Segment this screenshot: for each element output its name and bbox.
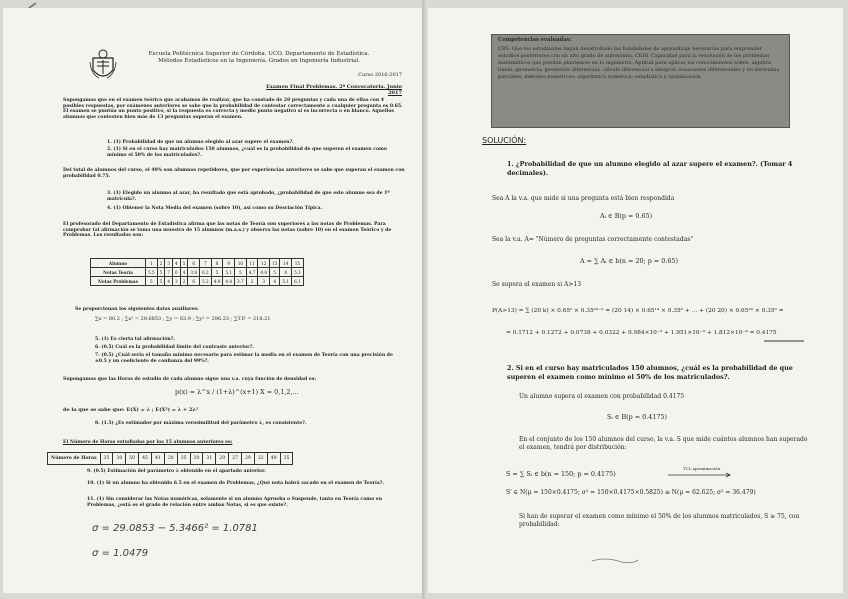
table-cell: 9 [223, 259, 235, 268]
answer-underline [764, 339, 804, 343]
table-cell: 29 [216, 453, 229, 465]
solution-formula: S = ∑ Sᵢ ∈ b(n = 150; p = 0.4175) [506, 470, 616, 478]
table-cell: 45 [139, 453, 152, 465]
pen-scribble [590, 556, 640, 564]
table-cell: 13 [270, 259, 280, 268]
table-cell: 3 [173, 277, 181, 286]
table-cell: 5 [211, 268, 223, 277]
table-cell: 3 [258, 277, 270, 286]
table-cell: 2 [157, 259, 165, 268]
table-row [91, 277, 304, 286]
table-cell: 4.7 [246, 268, 258, 277]
table-cell: 5 [235, 268, 247, 277]
competencias-box [491, 34, 790, 128]
table-cell: 7 [165, 268, 173, 277]
question-3: 3. (1) Elegido un alumno al azar, ha resultado que está aprobado, ¿probabilidad de que este alumno sea de 1º matrícula?. [107, 191, 390, 202]
table-cell: Notas Problemas [91, 277, 146, 286]
solution-question-1: 1. ¿Probabilidad de que un alumno elegido al azar supere el examen?. (Tomar 4 decimales). [507, 160, 793, 177]
table-cell: Notas Teoría [91, 268, 146, 277]
table-cell: 30 [113, 453, 126, 465]
table-cell: 2 [246, 277, 258, 286]
table-cell: 5.5 [146, 268, 158, 277]
question-1: 1. (1) Probabilidad de que un alumno elegido al azar supere el examen?. [107, 140, 294, 145]
table-row [91, 259, 304, 268]
paragraph-department: El profesorado del Departamento de Estadística afirma que las notas de Teoría son superiores a las notas de Problemas. Para comprobar tal afirmación se toma una muestra de 15 alumnos (m.a.s.) y observa las notas (sobre 10) en el examen Teórico y de Problemas. Los resultados son: [63, 222, 392, 239]
header-line: Escuela Politécnica Superior de Córdoba. UCO. Departamento de Estadística. [148, 51, 370, 57]
density-formula: p(x) = λ^x / (1+λ)^(x+1) X = 0,1,2,… [175, 388, 299, 396]
table-cell: Alumno [91, 259, 146, 268]
aux-sums: ∑x = 80.2 ; ∑x² = 29.6853 ; ∑y = 63.9 ; ∑y² = 296.23 ; ∑T.P. = 218.21 [95, 316, 271, 322]
question-7: 7. (0.5) ¿Cuál sería el tamaño mínimo necesario para estimar la media en el examen de Teoría con una precisión de ±0.5 y un coeficiente de confianza del 99%?. [95, 353, 393, 364]
table-cell: 6 [173, 268, 181, 277]
table-cell: 5 [157, 268, 165, 277]
arrow-icon [668, 472, 734, 478]
table-cell: 12 [258, 259, 270, 268]
table-cell: 4.9 [211, 277, 223, 286]
table-cell: 4 [270, 277, 280, 286]
question-11: 11. (1) Sin considerar las Notas numéricas, solamente si un alumno Aprueba o Suspende, tanto en Teoría como en Problemas, ¿está es el grado de relación entre ambas Notas, si es que existe?. [87, 497, 383, 508]
table-cell: 29 [241, 453, 254, 465]
table-cell: 5.1 [280, 277, 292, 286]
question-10: 10. (1) Si un alumno ha obtenido 6.5 en el examen de Problemas, ¿Qué nota habrá sacado en el examen de Teoría?. [87, 481, 384, 486]
table-cell: 6 [188, 259, 200, 268]
university-crest-icon [89, 48, 117, 82]
table-cell: 3.7 [235, 277, 247, 286]
handwritten-note: σ = 1.0479 [92, 548, 149, 559]
grades-table [90, 258, 304, 286]
table-cell: 5 [180, 259, 188, 268]
question-9: 9. (0.5) Estimación del parámetro λ obtenido en el apartado anterior. [87, 469, 266, 474]
table-cell: 8 [280, 268, 292, 277]
handwritten-note: σ = 29.0853 − 5.3466² = 1.0781 [92, 523, 258, 534]
table-cell: 6.1 [292, 277, 304, 286]
table-cell: 30 [190, 453, 203, 465]
competencias-title: Competencias evaluadas: [498, 37, 572, 43]
header-line: Métodos Estadísticos en la Ingeniería. Grados en Ingeniería Industrial. [158, 58, 360, 64]
table-cell: Número de Horas [48, 453, 101, 465]
table-cell: 1 [146, 259, 158, 268]
solution-title: SOLUCIÓN: [482, 136, 527, 145]
table-cell: 5.1 [292, 268, 304, 277]
table-cell: 3 [165, 259, 173, 268]
solution-formula: P(A>13) = ∑ (20 k) × 0.65ᵏ × 0.35²⁰⁻ᵏ = (20 14) × 0.65¹⁴ × 0.35⁶ + … + (20 20) × 0.65²⁰ × 0.35⁰ = [492, 308, 784, 314]
table-cell: 27 [229, 453, 242, 465]
table-cell: 3.8 [188, 268, 200, 277]
table-cell: 32 [254, 453, 267, 465]
table-cell: 5.1 [223, 268, 235, 277]
solution-question-2: 2. Si en el curso hay matriculados 150 alumnos, ¿cuál es la probabilidad de que superen el examen como mínimo el 50% de los matriculados?. [507, 364, 793, 381]
table-cell: 35 [100, 453, 113, 465]
table-cell: 14 [280, 259, 292, 268]
competencias-text: CB5: Que los estudiantes hayan desarrollado las habilidades de aprendizaje necesarias para emprender estudios posteriores con un alto grado de autonomía. CEB1 Capacidad para la resolución de los problemas matemáticos que puedan plantearse en la ingeniería. Aptitud para aplicar los conocimientos sobre: álgebra lineal; geometría; geometría diferencial; cálculo diferencial e integral; ecuaciones diferenciales y en derivadas parciales; métodos numéricos; algorítmica numérica; estadística y optimización. [498, 45, 780, 80]
course-year: Curso 2016-2017 [358, 72, 402, 78]
solution-text: En el conjunto de los 150 alumnos del curso, la v.a. S que mide cuántos alumnos han superado el examen, tendrá por distribución: [519, 436, 808, 451]
institution-header [139, 51, 379, 65]
table-cell: 41 [151, 453, 164, 465]
table-cell: 4 [173, 259, 181, 268]
question-6: 6. (0.5) Cuál es la probabilidad límite del contraste anterior?. [95, 345, 254, 350]
tcl-note: TCL aproximación [683, 466, 721, 471]
table-cell: 4.8 [258, 268, 270, 277]
intro-paragraph: Supongamos que en el examen teórico que acabamos de realizar, que ha constado de 20 preguntas y cada una de ellas con 4 posibles respuestas, por exámenes anteriores se sabe que la probabilidad de contestar correctamente a cualquier pregunta es 0.65. El examen se puntúa un punto positivo, si la respuesta es correcta y medio punto negativo si es incorrecta o en blanco. Aquellos alumnos que contesten bien más de 13 preguntas superan el examen. [63, 98, 403, 120]
question-4: 4. (1) Obtener la Nota Media del examen (sobre 10), así como su Desviación Típica. [107, 206, 323, 211]
solution-result: = 0.1712 + 0.1272 + 0.0738 + 0.0322 + 9.984×10⁻³ + 1.951×10⁻³ + 1.812×10⁻⁴ = 0.4175 [506, 330, 777, 336]
exam-title: Examen Final Problemas. 2ª Convocatoria. Junio 2017 [266, 84, 402, 96]
table-cell: 10 [235, 259, 247, 268]
table-cell: 8 [211, 259, 223, 268]
solution-formula: Aᵢ ∈ B(p = 0.65) [600, 212, 653, 220]
hours-table [47, 452, 293, 465]
table-cell: 35 [177, 453, 190, 465]
table-cell: 28 [164, 453, 177, 465]
solution-formula: A = ∑ Aᵢ ∈ b(n = 20; p = 0.65) [580, 257, 678, 265]
table-cell: 5 [270, 268, 280, 277]
table-cell: 35 [280, 453, 293, 465]
question-8: 8. (1.5) ¿Es estimador por máxima verosimilitud del parámetro λ, es consistente?. [95, 421, 307, 426]
table-row [91, 268, 304, 277]
paragraph-repeaters: Del total de alumnos del curso, el 40% son alumnos repetidores, que por experiencias anteriores se sabe que superan el examen con probabilidad 0.75. [63, 168, 405, 179]
solution-text: Se supera el examen si A>13 [492, 281, 582, 288]
solution-text: Si han de superar el examen como mínimo el 50% de los alumnos matriculados, S ≥ 75, con probabilidad: [519, 513, 800, 528]
hours-intro: El Número de Horas estudiadas por los 15 alumnos anteriores es: [63, 440, 233, 445]
table-cell: 4 [165, 277, 173, 286]
solution-formula: S' ∈ N(μ = 150×0.4175; σ² = 150×0.4175×0.5825) ≡ N(μ = 62.625; σ² = 36.479) [506, 489, 756, 496]
question-2: 2. (1) Si en el curso hay matriculados 150 alumnos, ¿cuál es la probabilidad de que superen el examen como mínimo el 50% de los matriculados?. [107, 147, 387, 158]
paragraph-hours: Supongamos que las Horas de estudio de cada alumno sigue una v.a. cuya función de densidad es: [63, 377, 317, 382]
table-cell: 11 [246, 259, 258, 268]
table-cell: 6.2 [200, 268, 212, 277]
table-cell: 15 [292, 259, 304, 268]
solution-text: Sea A la v.a. que mide si una pregunta está bien respondida [492, 195, 675, 202]
table-cell: 4 [180, 268, 188, 277]
table-cell: 31 [203, 453, 216, 465]
table-cell: 5 [157, 277, 165, 286]
table-cell: 6 [188, 277, 200, 286]
table-cell: 7 [200, 259, 212, 268]
table-cell: 5 [146, 277, 158, 286]
question-5: 5. (1) Es cierta tal afirmación?. [95, 337, 176, 342]
expectations: de la que se sabe que: E(X) = λ ; E(X²) = λ + 2λ² [63, 407, 199, 413]
table-cell: 49 [267, 453, 280, 465]
table-cell: 5.2 [200, 277, 212, 286]
solution-text: Sea la v.a. A= "Número de preguntas correctamente contestadas" [492, 236, 694, 243]
table-cell: 2 [180, 277, 188, 286]
solution-formula: Sᵢ ∈ B(p = 0.4175) [607, 413, 668, 421]
table-row [48, 453, 293, 465]
solution-text: Un alumno supera el examen con probabilidad 0.4175 [519, 393, 685, 400]
table-cell: 50 [126, 453, 139, 465]
aux-data-intro: Se proporcionan los siguientes datos auxiliares: [75, 307, 199, 312]
table-cell: 4.8 [223, 277, 235, 286]
